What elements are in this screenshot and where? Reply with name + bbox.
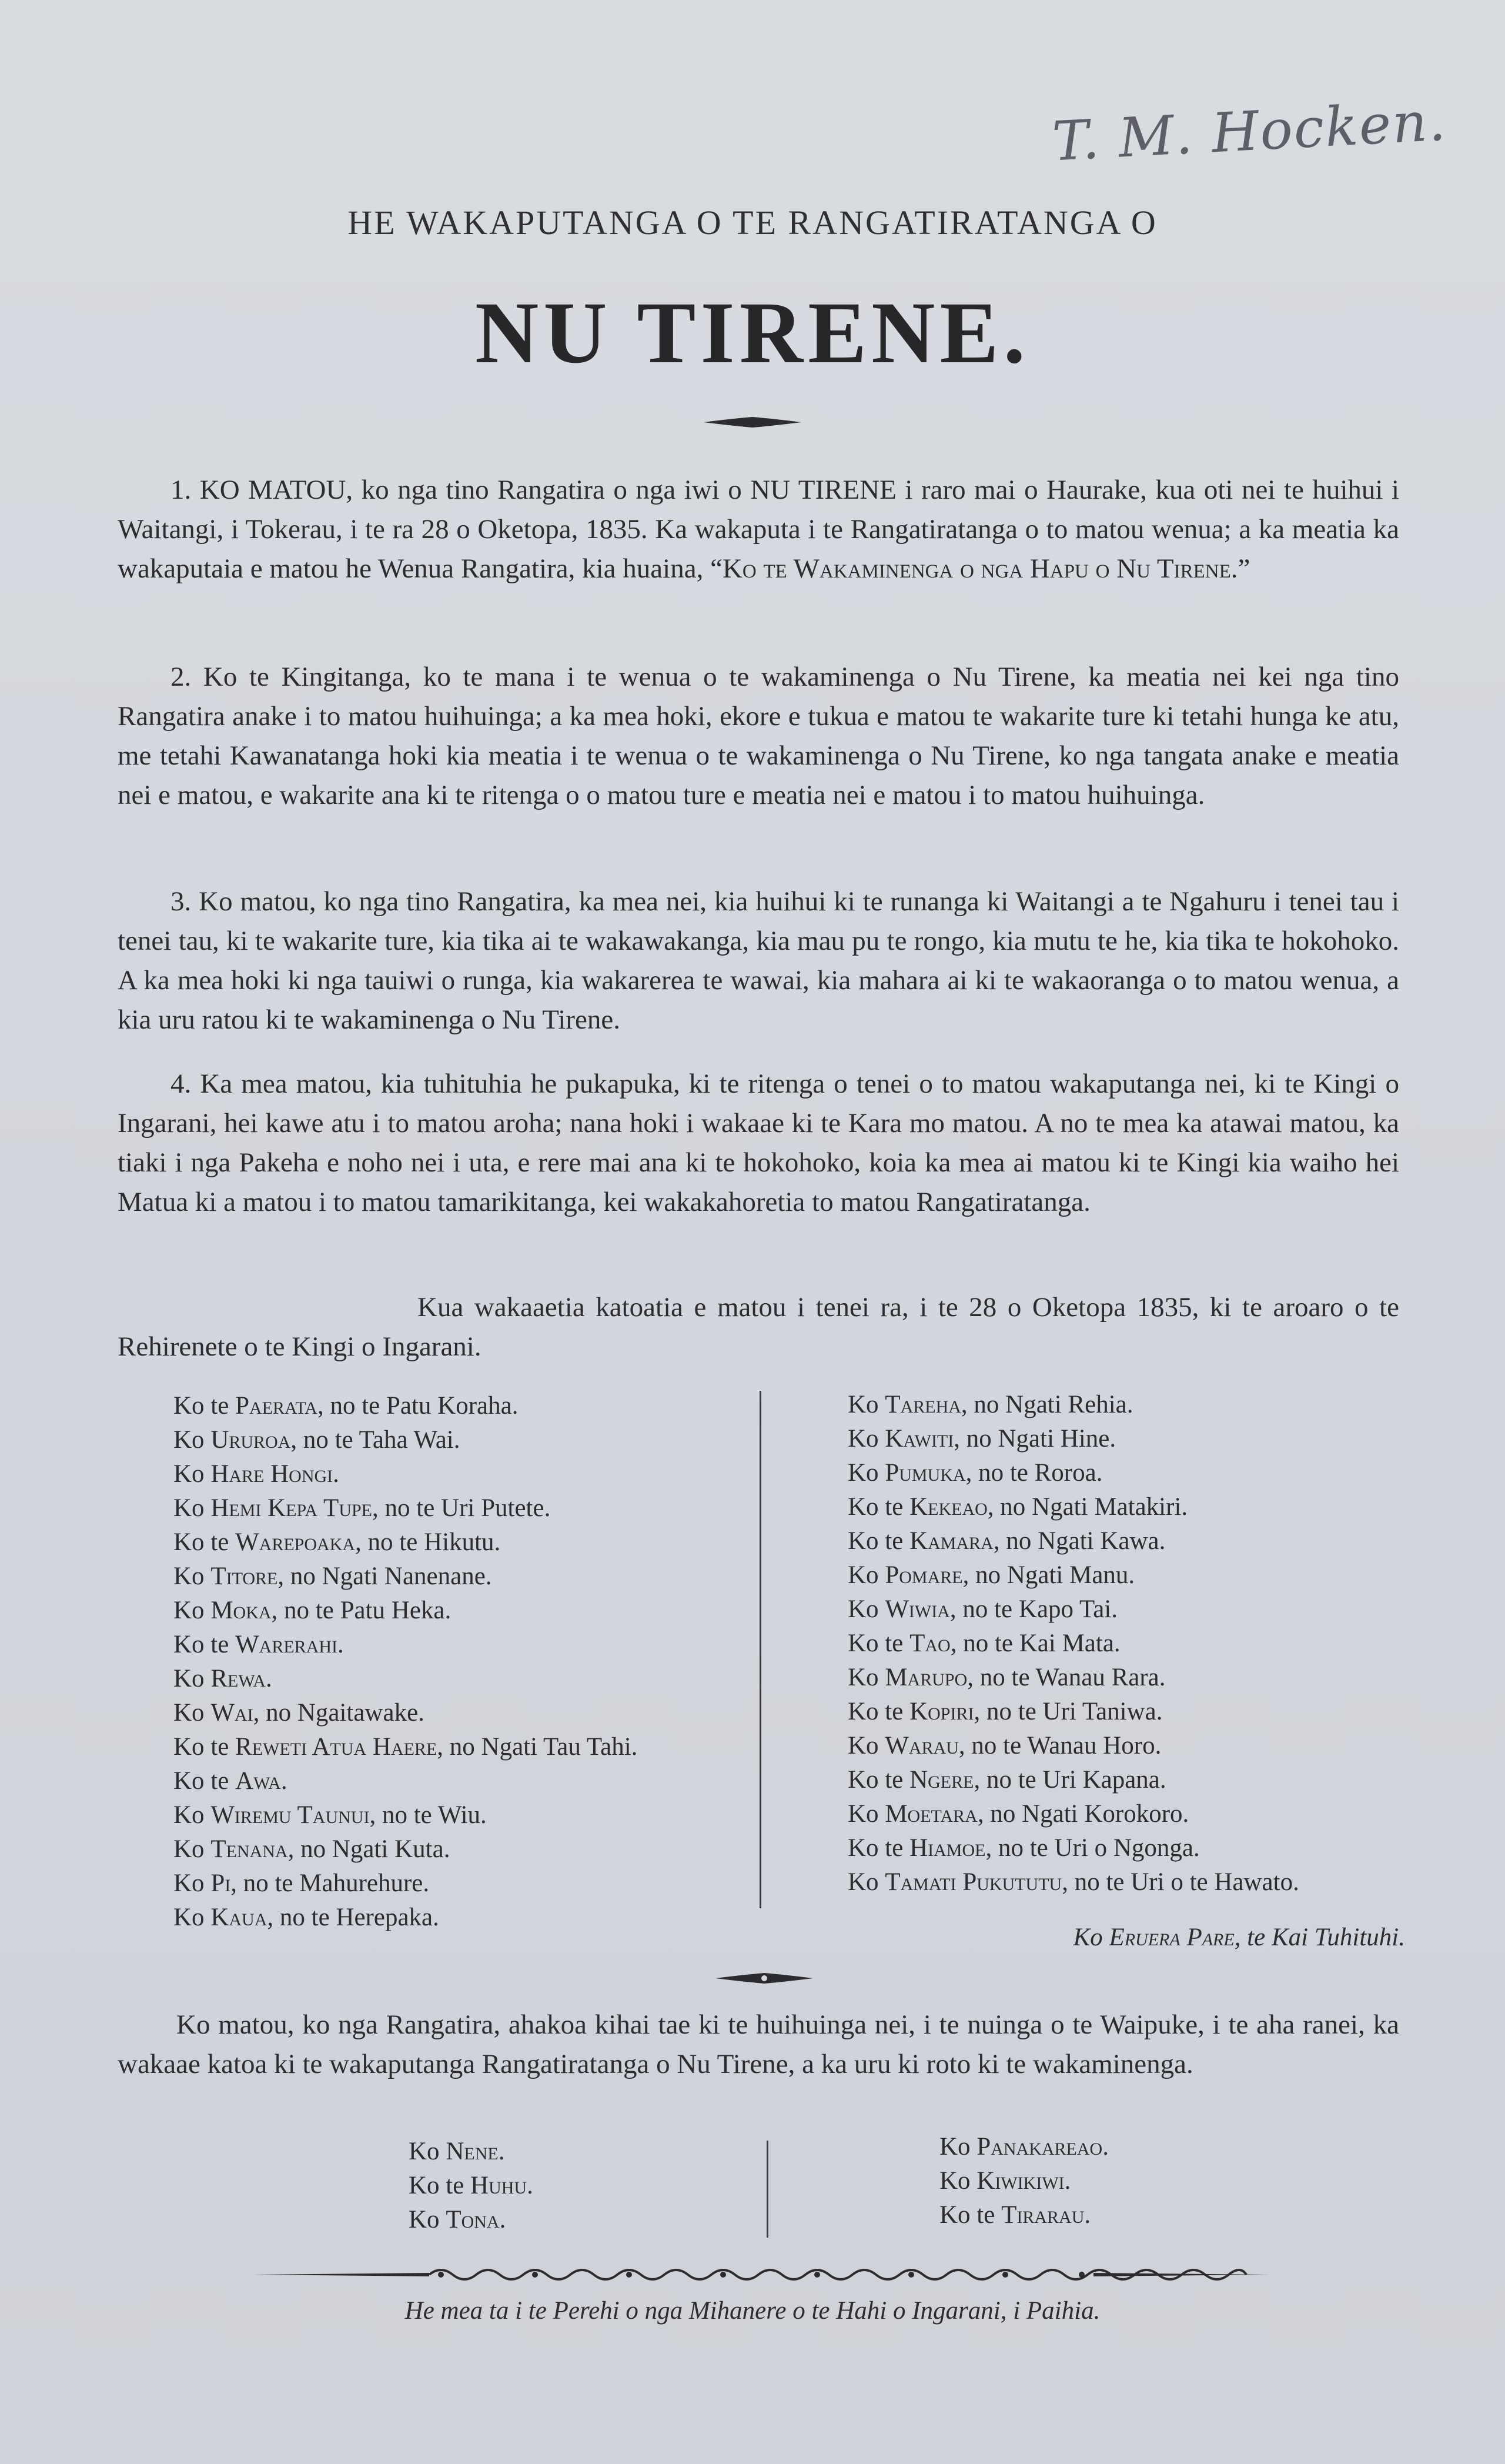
signatory: Ko Ururoa, no te Taha Wai. <box>173 1426 460 1454</box>
adherents-right <box>939 2130 1109 2232</box>
signatory: Ko Rewa. <box>173 1665 272 1692</box>
handwritten-signature: T. M. Hocken. <box>1051 89 1449 173</box>
article-2: 2. Ko te Kingitanga, ko te mana i te wenua o te wakaminenga o Nu Tirene, ka meatia nei kei nga tino Rangatira anake i to matou huihuinga; a ka mea hoki, ekore e tukua e matou te wakarite ture ki tetahi hunga ke atu, me tetahi Kawanatanga hoki kia meatia i te wenua o te wakaminenga o Nu Tirene, ko nga tangata anake e meatia nei e matou, e wakarite ana ki te ritenga o o matou ture e meatia nei e matou i to matou huihuinga. <box>118 662 1399 810</box>
signatory: Ko te Hiamoe, no te Uri o Ngonga. <box>848 1834 1200 1862</box>
signatory: Ko Tenana, no Ngati Kuta. <box>173 1835 450 1863</box>
signatory: Ko Pi, no te Mahurehure. <box>173 1869 430 1897</box>
signatory: Ko Kaua, no te Herepaka. <box>173 1904 439 1931</box>
article-3: 3. Ko matou, ko nga tino Rangatira, ka mea nei, kia huihui ki te runanga ki Waitangi a te Ngahuru i tenei tau i tenei tau, ki te wakarite ture, kia tika ai te wakawakanga, kia mau pu te rongo, kia mutu te he, kia tika te hokohoko. A ka mea hoki ki nga tauiwi o runga, kia wakarerea te wawai, kia mahara ai ki te wakaoranga o to matou wenua, a kia uru ratou ki te wakaminenga o Nu Tirene. <box>118 886 1400 1035</box>
printer-imprint: He mea ta i te Perehi o nga Mihanere o te Hahi o Ingarani, i Paihia. <box>404 2297 1101 2325</box>
adherent: Ko te Huhu. <box>409 2172 533 2199</box>
article-4: 4. Ka mea matou, kia tuhituhia he pukapuka, ki te ritenga o tenei o to matou wakaputanga nei, ki te Kingi o Ingarani, hei kawe atu i to matou aroha; nana hoki i wakaae ki te Kara mo matou. A no te mea ka atawai matou, ka tiaki i nga Pakeha e noho nei i uta, e rere mai ana ki te hokohoko, koia ka mea ai matou ki te Kingi kia waiho hei Matua ki a matou i to matou tamarikitanga, kei wakakahoretia to matou Rangatiratanga. <box>118 1069 1399 1217</box>
signatory: Ko te Paerata, no te Patu Koraha. <box>173 1392 519 1420</box>
article-1: 1. KO MATOU, ko nga tino Rangatira o nga iwi o NU TIRENE i raro mai o Haurake, kua oti nei te huihui i Waitangi, i Tokerau, i te ra 28 o Oketopa, 1835. Ka wakaputa i te Rangatiratanga o to matou wenua; a ka meatia ka wakaputaia e matou he Wenua Rangatira, kia huaina, “Ko te Wakaminenga o nga Hapu o Nu Tirene.” <box>118 475 1400 584</box>
signatory: Ko Kawiti, no Ngati Hine. <box>848 1425 1116 1453</box>
signatory: Ko Tamati Pukututu, no te Uri o te Hawato. <box>848 1868 1299 1896</box>
signatory: Ko Moka, no te Patu Heka. <box>173 1597 452 1624</box>
signatory: Ko te Kamara, no Ngati Kawa. <box>848 1527 1166 1555</box>
adherent: Ko Nene. <box>409 2138 505 2165</box>
document-title: NU TIRENE. <box>474 284 1031 382</box>
signatory: Ko te Kopiri, no te Uri Taniwa. <box>848 1698 1163 1725</box>
attestation: Kua wakaaetia katoatia e matou i tenei ra, i te 28 o Oketopa 1835, ki te aroaro o te Rehirenete o te Kingi o Ingarani. <box>118 1292 1399 1362</box>
document-heading: HE WAKAPUTANGA O TE RANGATIRATANGA O <box>347 203 1158 242</box>
signatory: Ko Tareha, no Ngati Rehia. <box>848 1391 1133 1418</box>
ornament-rule-top <box>703 415 802 429</box>
signatories-left <box>173 1389 637 1935</box>
signatory: Ko Marupo, no te Wanau Rara. <box>848 1664 1166 1691</box>
signatory: Ko Moetara, no Ngati Korokoro. <box>848 1800 1189 1828</box>
column-divider <box>760 1391 761 1908</box>
adherence-paragraph: Ko matou, ko nga Rangatira, ahakoa kihai tae ki te huihuinga nei, i te nuinga o te Waipuke, i te aha ranei, ka wakaae katoa ki te wakaputanga Rangatiratanga o Nu Tirene, a ka uru ki roto ki te wakaminenga. <box>118 2009 1399 2079</box>
signatory: Ko Hare Hongi. <box>173 1460 339 1488</box>
signatory: Ko te Reweti Atua Haere, no Ngati Tau Tahi. <box>173 1733 638 1761</box>
signatory: Ko Warau, no te Wanau Horo. <box>848 1732 1162 1759</box>
adherents-left <box>409 2135 533 2237</box>
scribe-line: Ko Eruera Pare, te Kai Tuhituhi. <box>1073 1924 1405 1951</box>
signatory: Ko te Tao, no te Kai Mata. <box>848 1630 1121 1657</box>
ornamental-border-rule <box>253 2263 1270 2286</box>
ornament-rule-middle <box>714 1971 814 1985</box>
signatory: Ko te Warerahi. <box>173 1631 344 1658</box>
adherent: Ko Panakareao. <box>939 2133 1109 2161</box>
signatory: Ko Wiwia, no te Kapo Tai. <box>848 1595 1118 1623</box>
adherents-divider <box>767 2141 768 2238</box>
signatory: Ko Wai, no Ngaitawake. <box>173 1699 424 1727</box>
adherent: Ko te Tirarau. <box>939 2201 1091 2229</box>
adherent: Ko Kiwikiwi. <box>939 2167 1071 2195</box>
signatory: Ko Hemi Kepa Tupe, no te Uri Putete. <box>173 1494 551 1522</box>
signatory: Ko Wiremu Taunui, no te Wiu. <box>173 1801 487 1829</box>
adherent: Ko Tona. <box>409 2206 506 2233</box>
signatory: Ko te Awa. <box>173 1767 287 1795</box>
signatory: Ko te Ngere, no te Uri Kapana. <box>848 1766 1166 1794</box>
signatories-right <box>848 1388 1299 1899</box>
signatory: Ko Titore, no Ngati Nanenane. <box>173 1562 492 1590</box>
signatory: Ko te Warepoaka, no te Hikutu. <box>173 1528 501 1556</box>
signatory: Ko te Kekeao, no Ngati Matakiri. <box>848 1493 1188 1521</box>
signatory: Ko Pomare, no Ngati Manu. <box>848 1561 1135 1589</box>
signatory: Ko Pumuka, no te Roroa. <box>848 1459 1103 1487</box>
